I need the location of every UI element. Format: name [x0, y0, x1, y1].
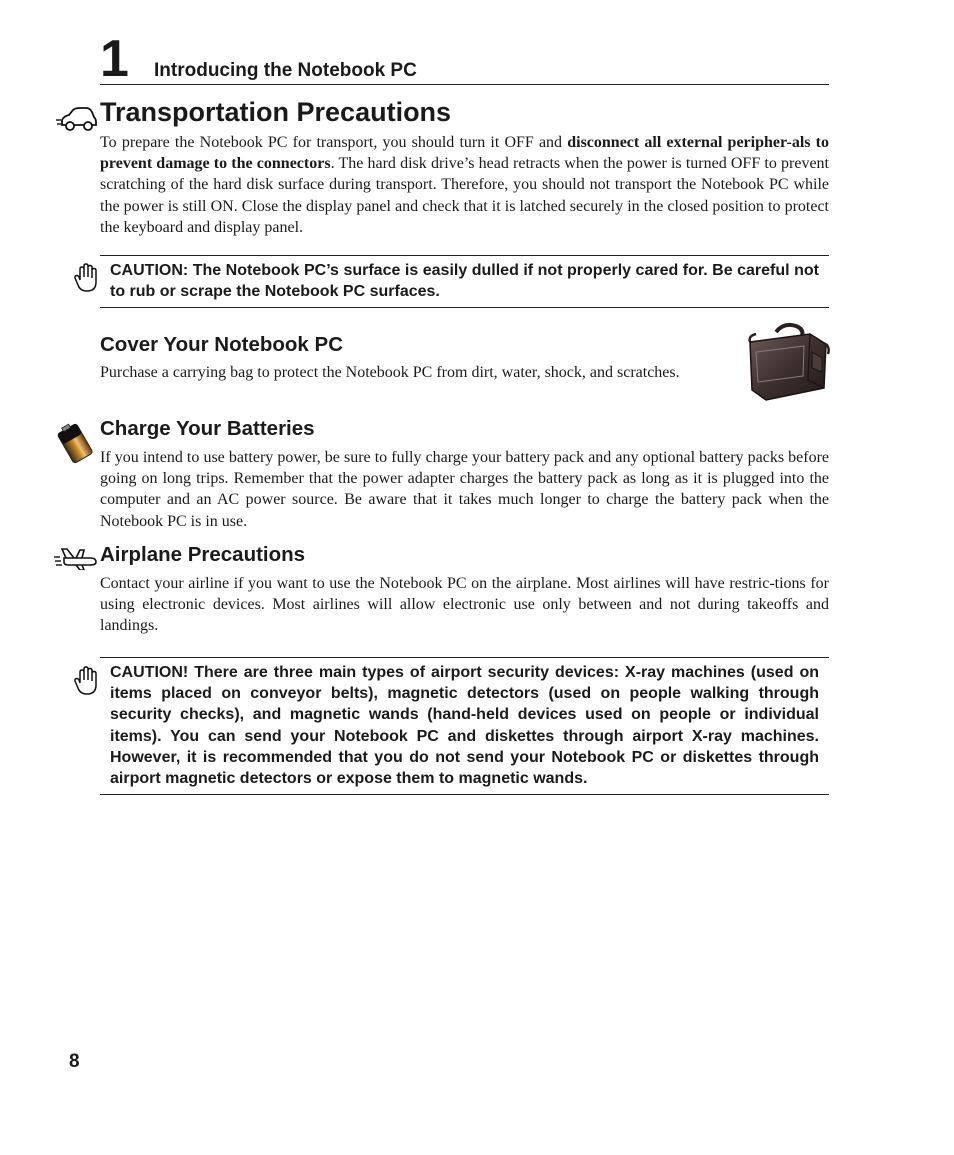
- hand-caution-icon: [74, 665, 98, 697]
- intro-paragraph: [100, 132, 829, 238]
- chapter-title: Introducing the Notebook PC: [154, 60, 417, 81]
- page-number: 8: [69, 1051, 80, 1072]
- caution-text: CAUTION: The Notebook PC’s surface is easily dulled if not properly cared for. Be careful not to rub or scrape the Notebook PC surfaces.: [110, 262, 819, 301]
- intro-bold-text: disconnect all external peripher-als to prevent damage to the connectors: [100, 134, 829, 173]
- airplane-icon: [54, 546, 98, 570]
- battery-icon: [54, 422, 98, 464]
- cover-paragraph: Purchase a carrying bag to protect the Notebook PC from dirt, water, shock, and scratches.: [100, 364, 680, 381]
- charge-title: Charge Your Batteries: [100, 417, 315, 440]
- airplane-paragraph: Contact your airline if you want to use the Notebook PC on the airplane. Most airlines will have restric-tions for using electronic devices. Most airlines will allow electronic use only between and not during takeoffs and landings.: [100, 575, 829, 635]
- caution-box: [100, 657, 829, 795]
- section-title: Transportation Precautions: [100, 97, 452, 127]
- caution-text: CAUTION! There are three main types of airport security devices: X-ray machines (used on items placed on conveyor belts), magnetic detectors (used on people walking through security checks), and magnetic wands (hand-held devices used on people or individual items). You can send your Notebook PC and diskettes through airport X-ray machines. However, it is recommended that you do not send your Notebook PC or diskettes through airport magnetic detectors or expose them to magnetic wands.: [110, 664, 819, 788]
- chapter-number: 1: [100, 30, 129, 88]
- charge-paragraph: If you intend to use battery power, be sure to fully charge your battery pack and any optional battery packs before going on long trips. Remember that the power adapter charges the battery pack as long as it is plugged into the computer and an AC power source. Be aware that it takes much longer to charge the battery pack when the Notebook PC is in use.: [100, 449, 829, 530]
- caution-box: [100, 255, 829, 308]
- cover-title: Cover Your Notebook PC: [100, 333, 343, 356]
- hand-caution-icon: [74, 262, 98, 294]
- intro-text-2: . The hard disk drive’s head retracts when the power is turned OFF to prevent scratching of the hard disk surface during transport. Therefore, you should not transport the Notebook PC while the power is still ON. Close the display panel and check that it is latched securely in the closed position to protect the keyboard and display panel.: [100, 155, 829, 236]
- intro-text-1: To prepare the Notebook PC for transport, you should turn it OFF and: [100, 134, 568, 151]
- carrying-bag-image: [746, 322, 830, 402]
- car-icon: [56, 105, 98, 133]
- airplane-title: Airplane Precautions: [100, 543, 306, 566]
- header-divider: [100, 84, 829, 85]
